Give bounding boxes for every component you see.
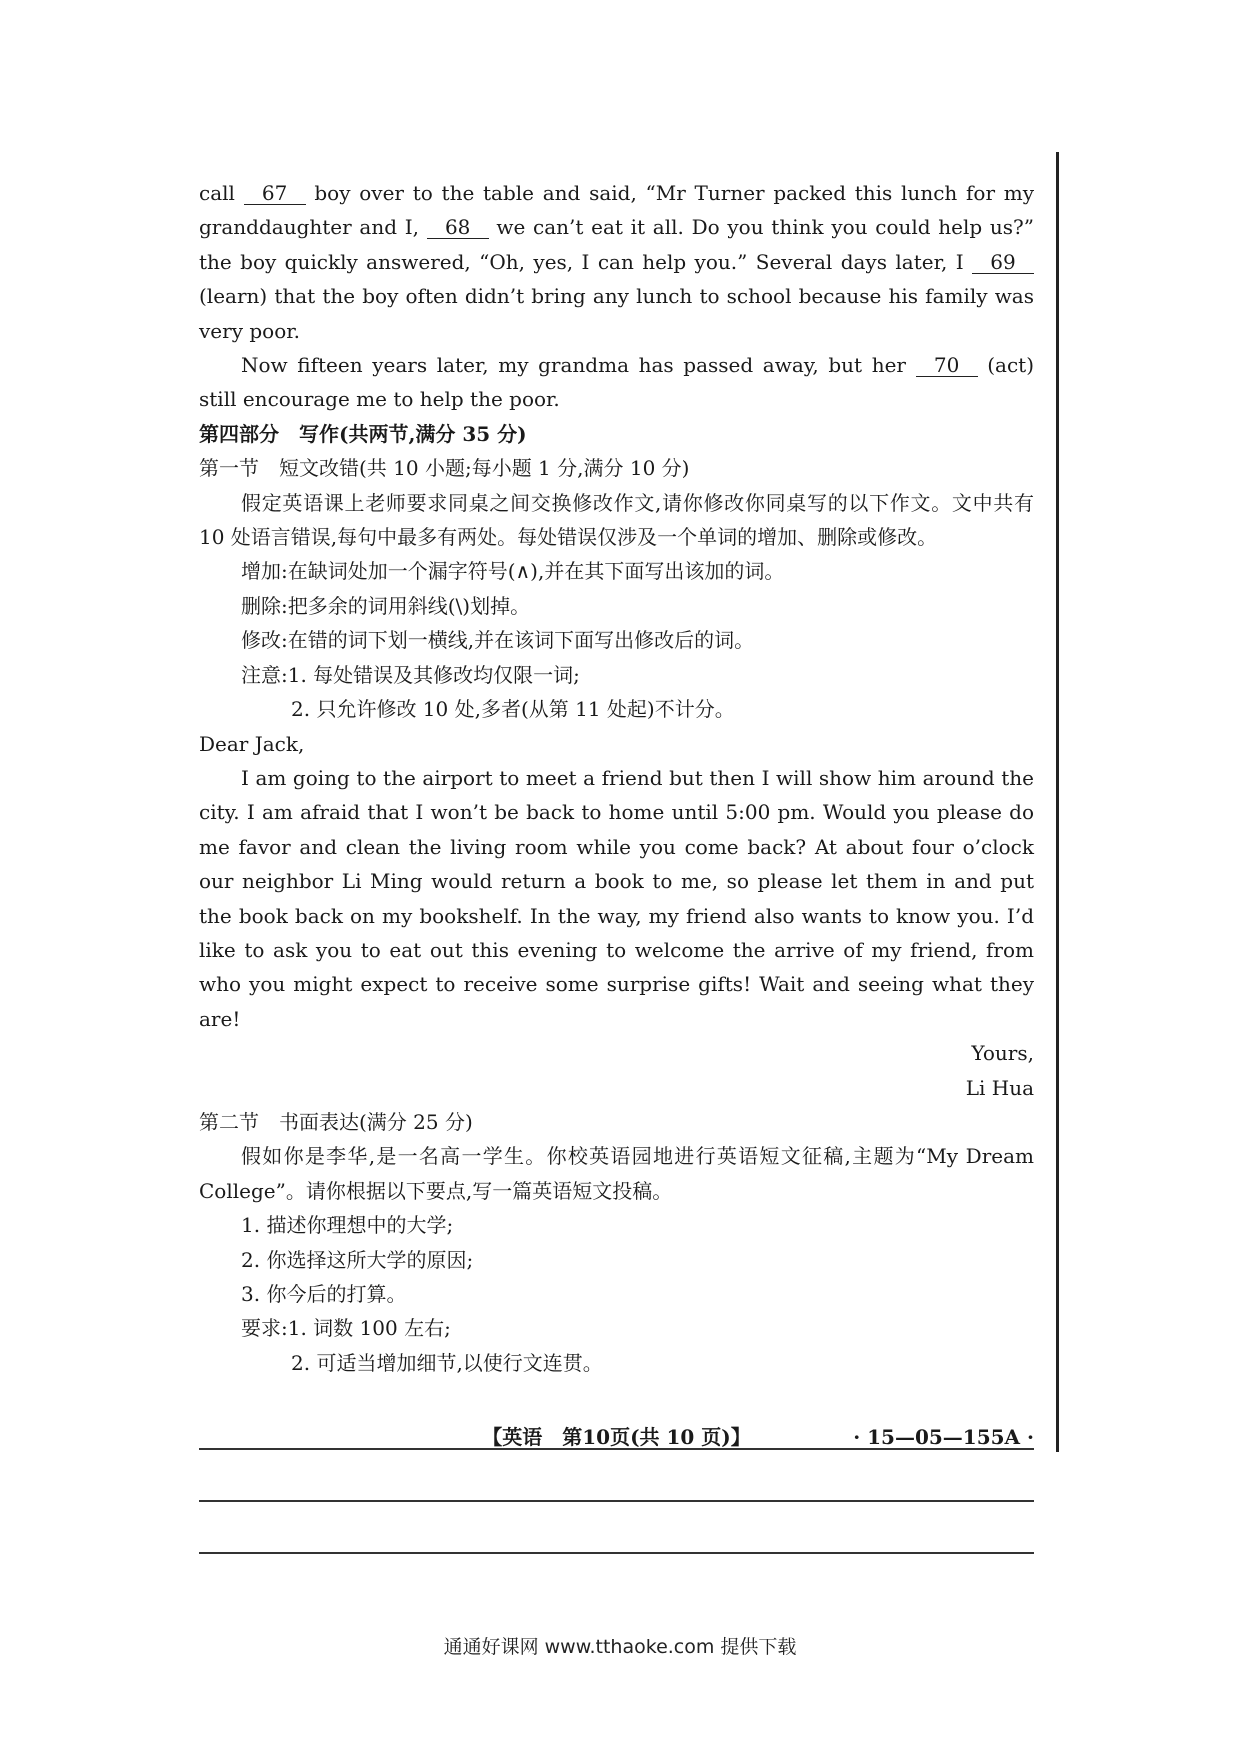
note-2: 2. 只允许修改 10 处,多者(从第 11 处起)不计分。: [291, 697, 735, 722]
answer-line: [199, 1450, 1034, 1502]
page-number: 【英语 第10页(共 10 页)】: [482, 1425, 751, 1449]
cloze-text: (act) still encourage me to help the poor.: [199, 353, 1034, 412]
part4-heading: 第四部分 写作(共两节,满分 35 分): [199, 421, 527, 446]
cloze-text: call: [199, 181, 244, 205]
writing-point-1: 1. 描述你理想中的大学;: [241, 1213, 454, 1238]
cloze-text: boy over to the table and said, “Mr Turner packed this lunch for my granddaughter and I,: [199, 181, 1035, 240]
letter-signature: Li Hua: [965, 1075, 1034, 1100]
cloze-text: Now fifteen years later, my grandma has passed away, but her: [241, 353, 916, 378]
writing-point-2: 2. 你选择这所大学的原因;: [241, 1247, 474, 1272]
page-border-line: [1056, 152, 1059, 1452]
exam-page-content: [199, 176, 1034, 1554]
requirement-2: 2. 可适当增加细节,以使行文连贯。: [291, 1350, 603, 1375]
letter-signature-block: [199, 1036, 1034, 1105]
cloze-text: we can’t eat it all. Do you think you could help us?” the boy quickly answered, “Oh, yes, I can help you.” Several days later, I: [199, 215, 1034, 274]
note-1: 注意:1. 每处错误及其修改均仅限一词;: [241, 662, 580, 687]
letter-closing: Yours,: [971, 1041, 1034, 1066]
instruction-modify: 修改:在错的词下划一横线,并在该词下面写出修改后的词。: [241, 628, 755, 653]
download-watermark: 通通好课网 www.tthaoke.com 提供下载: [443, 1636, 797, 1658]
section2-heading: 第二节 书面表达(满分 25 分): [199, 1109, 473, 1134]
blank-69: 69: [972, 251, 1034, 274]
letter-body: I am going to the airport to meet a friend but then I will show him around the city. I am afraid that I won’t be back to home until 5:00 pm. Would you please do me favor and clean the living room while you come back? At about four o’clock our neighbor Li Ming would return a book to me, so please let them in and put the book back on my bookshelf. In the way, my friend also wants to know you. I’d like to ask you to eat out this evening to welcome the arrive of my friend, from who you might expect to receive some surprise gifts! Wait and seeing what they are!: [199, 765, 1034, 1031]
cloze-paragraph-1: [199, 176, 1034, 348]
cloze-paragraph-2: [199, 348, 1034, 417]
cloze-text: (learn) that the boy often didn’t bring any lunch to school because his family was very poor.: [199, 284, 1034, 343]
exam-code: · 15—05—155A ·: [853, 1425, 1034, 1449]
instruction-delete: 删除:把多余的词用斜线(\)划掉。: [241, 593, 531, 618]
blank-68: 68: [427, 216, 489, 239]
requirement-1: 要求:1. 词数 100 左右;: [241, 1316, 451, 1341]
section1-intro: 假定英语课上老师要求同桌之间交换修改作文,请你修改你同桌写的以下作文。文中共有 10 处语言错误,每句中最多有两处。每处错误仅涉及一个单词的增加、删除或修改。: [199, 490, 1034, 550]
writing-point-3: 3. 你今后的打算。: [241, 1282, 407, 1306]
section2-intro: 假如你是李华,是一名高一学生。你校英语园地进行英语短文征稿,主题为“My Dream College”。请你根据以下要点,写一篇英语短文投稿。: [199, 1144, 1034, 1203]
instruction-add: 增加:在缺词处加一个漏字符号(∧),并在其下面写出该加的词。: [241, 559, 785, 584]
section1-heading: 第一节 短文改错(共 10 小题;每小题 1 分,满分 10 分): [199, 456, 690, 481]
answer-line: [199, 1502, 1034, 1554]
page-footer: [199, 1422, 1034, 1452]
blank-70: 70: [916, 354, 978, 377]
blank-67: 67: [244, 182, 306, 205]
letter-salutation: Dear Jack,: [199, 731, 305, 756]
